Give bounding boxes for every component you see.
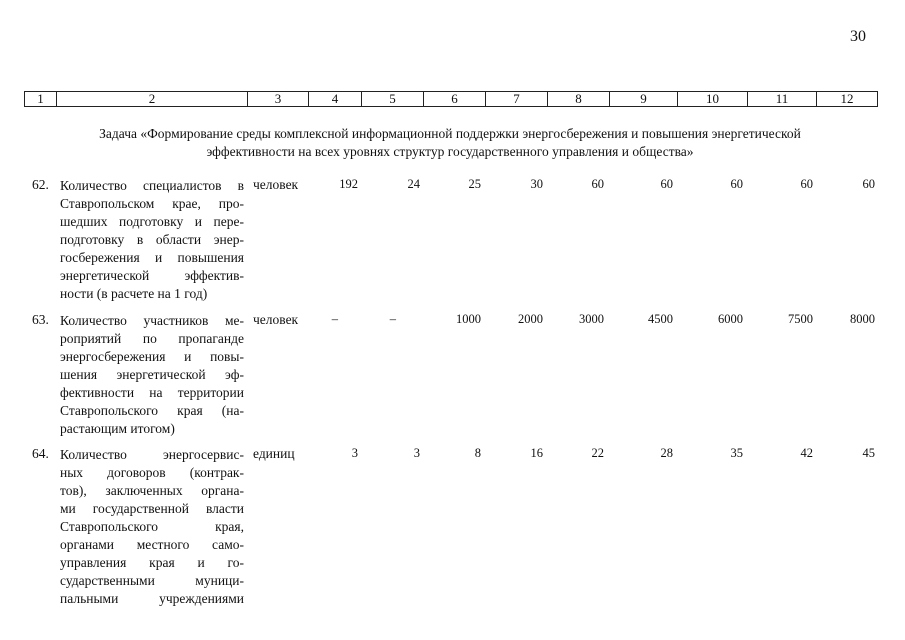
row-description <box>60 312 244 438</box>
row-description <box>60 446 244 608</box>
row-description-line: ных договоров (контрак- <box>60 465 244 480</box>
value-cell: 7500 <box>788 312 813 326</box>
value-cell: 60 <box>862 177 875 191</box>
column-number: 8 <box>548 92 610 106</box>
value-cell: 16 <box>530 446 543 460</box>
row-description-line: Ставропольском крае, про- <box>60 196 244 211</box>
row-unit: единиц <box>253 446 295 461</box>
value-cell: 60 <box>800 177 813 191</box>
row-number: 64. <box>32 446 49 461</box>
row-description-line: Ставропольского края, <box>60 519 244 534</box>
row-description-line: сударственными муници- <box>60 573 244 588</box>
value-cell: 6000 <box>718 312 743 326</box>
column-number: 7 <box>486 92 548 106</box>
row-description-line: Ставропольского края (на- <box>60 403 244 418</box>
column-number: 10 <box>678 92 748 106</box>
column-number-header <box>24 91 878 107</box>
row-description-line: управления края и го- <box>60 555 244 570</box>
row-description-line: Количество энергосервис- <box>60 447 244 462</box>
row-number: 63. <box>32 312 49 327</box>
value-cell: 8 <box>474 446 481 460</box>
row-description-line: шения энергетической эф- <box>60 367 244 382</box>
value-cell: 42 <box>800 446 813 460</box>
row-description-line: Количество специалистов в <box>60 178 244 193</box>
value-cell: 4500 <box>648 312 673 326</box>
value-cell: 3 <box>351 446 358 460</box>
column-number: 5 <box>362 92 424 106</box>
row-description-line: госбережения и повышения <box>60 250 244 265</box>
row-unit: человек <box>253 312 299 327</box>
task-title <box>40 125 860 161</box>
row-description-line: энергосбережения и повы- <box>60 349 244 364</box>
row-description-line: пальными учреждениями <box>60 591 244 606</box>
value-cell: 192 <box>339 177 358 191</box>
row-description-line: подготовку в области энер- <box>60 232 244 247</box>
value-cell: 24 <box>407 177 420 191</box>
column-number: 6 <box>424 92 486 106</box>
column-number: 3 <box>248 92 309 106</box>
row-description-line: Количество участников ме- <box>60 313 244 328</box>
row-description-line: энергетической эффектив- <box>60 268 244 283</box>
value-cell: 60 <box>591 177 604 191</box>
row-description-line: растающим итогом) <box>60 421 175 436</box>
value-cell: 30 <box>530 177 543 191</box>
value-cell: 2000 <box>518 312 543 326</box>
task-title-line: эффективности на всех уровнях структур государственного управления и общества» <box>206 144 694 159</box>
value-cell: 1000 <box>456 312 481 326</box>
value-cell: 3000 <box>579 312 604 326</box>
row-description-line: тов), заключенных органа- <box>60 483 244 498</box>
column-number: 4 <box>309 92 362 106</box>
row-description-line: органами местного само- <box>60 537 244 552</box>
value-cell: 60 <box>660 177 673 191</box>
row-description <box>60 177 244 303</box>
value-cell: 35 <box>730 446 743 460</box>
column-number: 12 <box>840 91 854 106</box>
row-description-line: ности (в расчете на 1 год) <box>60 286 208 301</box>
column-number: 2 <box>57 92 248 106</box>
value-cell: – <box>389 312 396 326</box>
column-number: 11 <box>748 92 817 106</box>
row-description-line: шедших подготовку и пере- <box>60 214 244 229</box>
column-number: 9 <box>610 92 678 106</box>
row-description-line: роприятий по пропаганде <box>60 331 244 346</box>
page-number: 30 <box>850 28 866 45</box>
task-title-line: Задача «Формирование среды комплексной информационной поддержки энергосбережения и повышения энергетической <box>99 126 801 141</box>
row-unit: человек <box>253 177 299 192</box>
value-cell: 3 <box>413 446 420 460</box>
value-cell: 8000 <box>850 312 875 326</box>
row-description-line: фективности на территории <box>60 385 244 400</box>
column-number: 1 <box>25 92 57 106</box>
row-number: 62. <box>32 177 49 192</box>
value-cell: 28 <box>660 446 673 460</box>
value-cell: 25 <box>468 177 481 191</box>
value-cell: 45 <box>862 446 875 460</box>
value-cell: – <box>331 312 338 326</box>
value-cell: 60 <box>730 177 743 191</box>
value-cell: 22 <box>591 446 604 460</box>
row-description-line: ми государственной власти <box>60 501 244 516</box>
